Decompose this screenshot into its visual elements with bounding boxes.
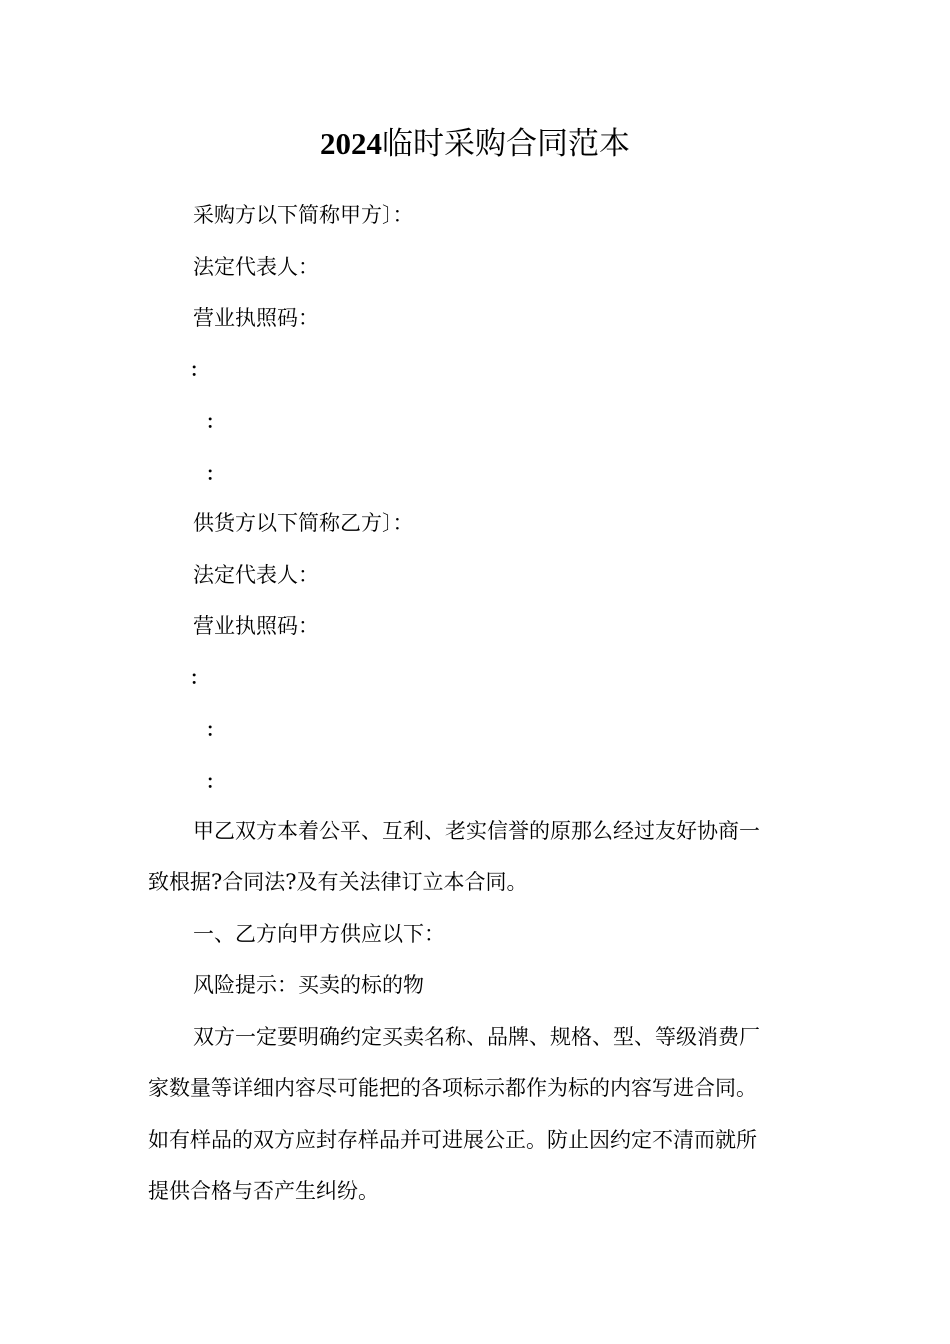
party-b-heading: 供货方以下简称乙方〕： [193,511,414,535]
party-b-representative: 法定代表人： [193,563,319,587]
risk-tip-heading: 风险提示：买卖的标的物 [193,973,424,997]
risk-body-line-2: 家数量等详细内容尽可能把的各项标示都作为标的内容写进合同。 [148,1076,757,1100]
party-a-field-1: ： [190,360,208,380]
preamble-line-1: 甲乙双方本着公平、互利、老实信誉的原那么经过友好协商一 [193,819,760,843]
title-text: 临时采购合同范本 [382,126,630,162]
party-a-representative: 法定代表人： [193,255,319,279]
party-a-license: 营业执照码： [193,306,319,330]
party-a-field-2: ： [206,412,224,432]
party-b-field-3: ： [206,772,224,792]
party-a-heading: 采购方以下简称甲方〕： [193,203,414,227]
party-b-license: 营业执照码： [193,614,319,638]
party-b-field-1: ： [190,668,208,688]
section-1-heading: 一、乙方向甲方供应以下： [193,922,445,946]
risk-body-line-3: 如有样品的双方应封存样品并可进展公正。防止因约定不清而就所 [148,1128,757,1152]
risk-body-line-1: 双方一定要明确约定买卖名称、品牌、规格、型、等级消费厂 [193,1025,760,1049]
preamble-line-2: 致根据?合同法?及有关法律订立本合同。 [148,870,528,894]
title-year: 2024 [320,126,382,161]
party-b-field-2: ： [206,720,224,740]
document-title [0,122,950,166]
party-a-field-3: ： [206,464,224,484]
risk-body-line-4: 提供合格与否产生纠纷。 [148,1179,379,1203]
